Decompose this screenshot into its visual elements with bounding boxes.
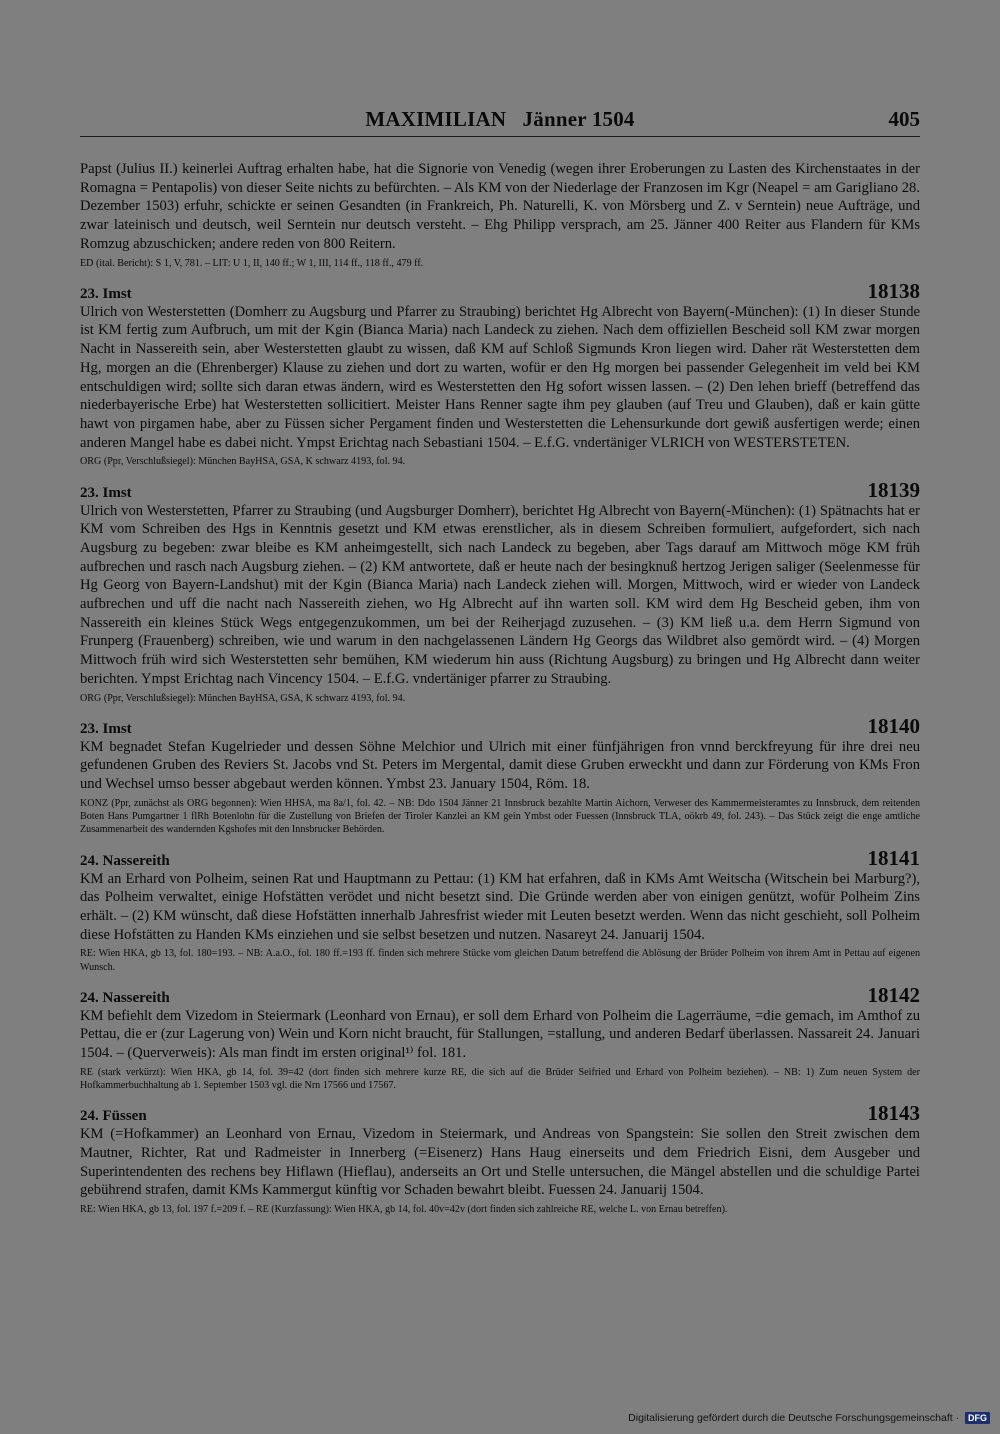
entry-18143: [80, 1103, 920, 1216]
entry-place-date: 23. Imst: [80, 285, 132, 302]
intro-continuation: [80, 160, 920, 270]
entry-18140: [80, 713, 920, 837]
entry-body: Ulrich von Westerstetten (Domherr zu Augsburg und Pfarrer zu Straubing) berichtet Hg Albrecht von Bayern(-München): (1) In dieser Stunde ist KM fertig zum Aufbruch, um mit der Kgin (Bianca Maria) nach Landeck zu ziehen. Nach dem offiziellen Bescheid soll KM zwar morgen Nacht in Nassereith sein, aber Westerstetten glaubt zu wissen, daß KM auf Schloß Sigmunds Kron liegen wird. Daher rät Westerstetten dem Hg, morgen an die (Ehrenberger) Klause zu ziehen und dort zu warten, wofür er den Hg morgen bei passender Gelegenheit im veld bei KM entschuldigen wird; sollte sich daran etwas ändern, wird es Westerstetten den Hg sofort wissen lassen. – (2) Den lehen brieff (betreffend das niederbayerische Erbe) hat Westerstetten sollicitiert. Meister Hans Renner sagte ihm pey glauben (auf Treu und Glauben), daß er kain gütte hawt von pirgamen habe, aber zu Füssen sicher Pergament finden und Westerstetten die Lehensurkunde dort gewiß ausfertigen werde; einen anderen Mangel habe es dabei nicht. Ympst Erichtag nach Sebastiani 1504. – E.f.G. vndertäniger VLRICH von WESTERSTETEN.: [80, 303, 920, 451]
entry-number: 18140: [867, 713, 920, 738]
entry-number: 18138: [867, 278, 920, 303]
entry-note: KONZ (Ppr, zunächst als ORG begonnen): Wien HHSA, ma 8a/1, fol. 42. – NB: Ddo 1504 Jänner 21 Innsbruck bezahlte Martin Aichorn, Verweser des Kammermeisteramtes zu Innsbruck, dem reitenden Boten Hans Pumgartner 1 flRh Botenlohn für die Zustellung von Briefen der Tiroler Kanzlei an KM gein Ymbst oder Fuessen (Innsbruck TLA, oökrb 49, fol. 243). – Das Stück zeigt die enge amtliche Zusammenarbeit des wandernden Kgshofes mit den Innsbrucker Behörden.: [80, 797, 920, 836]
dfg-logo-icon: DFG: [965, 1412, 990, 1424]
entry-heading: [80, 713, 920, 738]
header-rule: [80, 136, 920, 137]
entry-heading: [80, 477, 920, 502]
entry-place-date: 24. Füssen: [80, 1108, 147, 1125]
dfg-funding-footer: [600, 1412, 990, 1428]
entry-body: KM (=Hofkammer) an Leonhard von Ernau, Vizedom in Steiermark, und Andreas von Spangstein: Sie sollen den Streit zwischen dem Mautner, Richter, Rat und Radmeister in Innerberg (=Eisenerz) Hans Haug einerseits und dem Friedrich Eisni, dem Ausgeber und Superintendenten des rechens bey Hiflawn (Hieflau), anderseits an Ort und Stelle untersuchen, die Mängel abstellen und die schuldige Partei gebührend strafen, damit KMs Kammergut künftig vor Schaden bewahrt bleibt. Fuessen 24. Januarij 1504.: [80, 1126, 920, 1199]
entry-18138: [80, 278, 920, 469]
entry-body: Ulrich von Westerstetten, Pfarrer zu Straubing (und Augsburger Domherr), berichtet Hg Albrecht von Bayern(-München): (1) Spätnachts hat er KM vom Schreiben des Hgs in Kenntnis gesetzt und KM etwas erenstlicher, als in diesem Schreiben formuliert, aufgefordert, sich nach Augsburg zu begeben: zwar bleibe es KM anheimgestellt, sich nach Landeck zu begeben, aber Tags darauf am Mittwoch möge KM früh aufbrechen und rasch nach Augsburg ziehen. – (2) KM antwortete, daß er heute nach der besingknuß hertzog Jerigen saliger (Seelenmesse für Hg Georg von Bayern-Landshut) mit der Kgin (Bianca Maria) nach Landeck ziehen will. Morgen, Mittwoch, wird er wieder von Landeck aufbrechen und uff die nacht nach Nassereith ziehen, wo Hg Albrecht auf ihn warten soll. KM wird dem Hg Bescheid geben, ihm von Nassereith ein kleines Stück Wegs entgegenzukommen, um bei der Reiherjagd zuzusehen. – (3) KM ließ u.a. dem Herrn Sigmund von Frunperg (Frauenberg) schreiben, wie und warum in den nachgelassenen Ländern Hg Georgs das Wildbret also gemördt wird. – (4) Morgen Mittwoch früh wird sich Westerstetten sehr bemühen, KM wiederum hin auss (Richtung Augsburg) zu bringen und Hg Albrecht dann weiter berichten. Ympst Erichtag nach Vincency 1504. – E.f.G. vndertäniger pfarrer zu Straubing.: [80, 502, 920, 687]
entry-heading: [80, 845, 920, 870]
entry-note: ORG (Ppr, Verschlußsiegel): München BayHSA, GSA, K schwarz 4193, fol. 94.: [80, 456, 406, 468]
entry-place-date: 23. Imst: [80, 484, 132, 501]
entry-heading: [80, 1103, 920, 1125]
entry-place-date: 24. Nassereith: [80, 852, 170, 869]
running-title: MAXIMILIAN Jänner 1504: [365, 107, 635, 131]
footer-text: Digitalisierung gefördert durch die Deutsche Forschungsgemeinschaft ·: [628, 1412, 960, 1424]
entry-number: 18142: [867, 982, 920, 1007]
entry-body: KM an Erhard von Polheim, seinen Rat und Hauptmann zu Pettau: (1) KM hat erfahren, daß in KMs Amt Weitscha (Witschein bei Marburg?), das Polheim verwaltet, einige Hofstätten verödet und nicht besetzt sind. Die Gründe werden aber von einigen genützt, wofür Polheim Zins erhält. – (2) KM wünscht, daß diese Hofstätten innerhalb Jahresfrist wieder mit Leuten besetzt werden. Wenn das nicht geschieht, soll Polheim diese Hofstätten zu Handen KMs einziehen und sie selbst besetzen und nutzen. Nasareyt 24. Januarij 1504.: [80, 870, 920, 943]
entry-number: 18143: [867, 1101, 920, 1126]
entry-note: RE (stark verkürzt): Wien HKA, gb 14, fol. 39=42 (dort finden sich mehrere kurze RE, die sich auf die Brüder Seifried und Erhard von Polheim beziehen). – NB: 1) Zum neuen System der Hofkammerbuchhaltung ab 1. September 1503 vgl. die Nrn 17566 und 17567.: [80, 1066, 920, 1092]
entry-number: 18141: [867, 845, 920, 870]
entry-note: ORG (Ppr, Verschlußsiegel): München BayHSA, GSA, K schwarz 4193, fol. 94.: [80, 692, 406, 704]
entry-place-date: 23. Imst: [80, 720, 132, 737]
entry-body: KM begnadet Stefan Kugelrieder und dessen Söhne Melchior und Ulrich mit einer fünfjährigen fron vnnd berckfreyung für ihre drei neu gefundenen Gruben des Reviers St. Jacobs vnd St. Peters im Mergental, damit diese Gruben erweckht und dann zur Förderung von KMs Fron und Wechsel umso besser abgebaut werden können. Ymbst 23. January 1504, Röm. 18.: [80, 738, 920, 793]
page-number: 405: [888, 107, 920, 131]
entry-18142: [80, 982, 920, 1093]
entry-body: KM befiehlt dem Vizedom in Steiermark (Leonhard von Ernau), er soll dem Erhard von Polheim die Lagerräume, =die gemach, im Amthof zu Pettau, die er (zur Lagerung von) Wein und Korn nicht braucht, für Stallungen, =stallung, und anderen Bedarf überlassen. Nassareit 24. Januari 1504. – (Querverweis): Als man findt im ersten original¹⁾ fol. 181.: [80, 1007, 920, 1062]
entry-heading: [80, 982, 920, 1007]
entry-heading: [80, 278, 920, 303]
entry-note: RE: Wien HKA, gb 13, fol. 197 f.=209 f. – RE (Kurzfassung): Wien HKA, gb 14, fol. 40v=42v (dort finden sich zahlreiche RE, welche L. von Ernau betreffen).: [80, 1204, 728, 1216]
entry-18139: [80, 477, 920, 705]
entry-note: ED (ital. Bericht): S 1, V, 781. – LIT: U 1, II, 140 ff.; W 1, III, 114 ff., 118 ff., 479 ff.: [80, 257, 424, 269]
entry-body: Papst (Julius II.) keinerlei Auftrag erhalten habe, hat die Signorie von Venedig (wegen ihrer Eroberungen zu Lasten des Kirchenstaates in der Romagna = Pentapolis) von dieser Seite nichts zu befürchten. – Als KM von der Niederlage der Franzosen im Kgr (Neapel = am Garigliano 28. Dezember 1503) erfuhr, schickte er seinen Gesandten (in Frankreich, Ph. Naturelli, K. von Mörsberg und Z. v Serntein) neue Aufträge, und zwar lateinisch und deutsch, weil Serntein nur deutsch versteht. – Ehg Philipp versprach, am 25. Jänner 400 Reiter aus Flandern für KMs Romzug abzuschicken; andere reden von 800 Reitern.: [80, 161, 920, 252]
entry-number: 18139: [867, 477, 920, 502]
entry-note: RE: Wien HKA, gb 13, fol. 180=193. – NB: A.a.O., fol. 180 ff.=193 ff. finden sich mehrere Stücke vom gleichen Datum betreffend die Ablösung der Brüder Polheim von ihrem Amt in Pettau auf eigenen Wunsch.: [80, 948, 920, 973]
entry-18141: [80, 845, 920, 974]
page-header: [80, 103, 920, 137]
entry-place-date: 24. Nassereith: [80, 989, 170, 1006]
page-content: [80, 160, 920, 1227]
